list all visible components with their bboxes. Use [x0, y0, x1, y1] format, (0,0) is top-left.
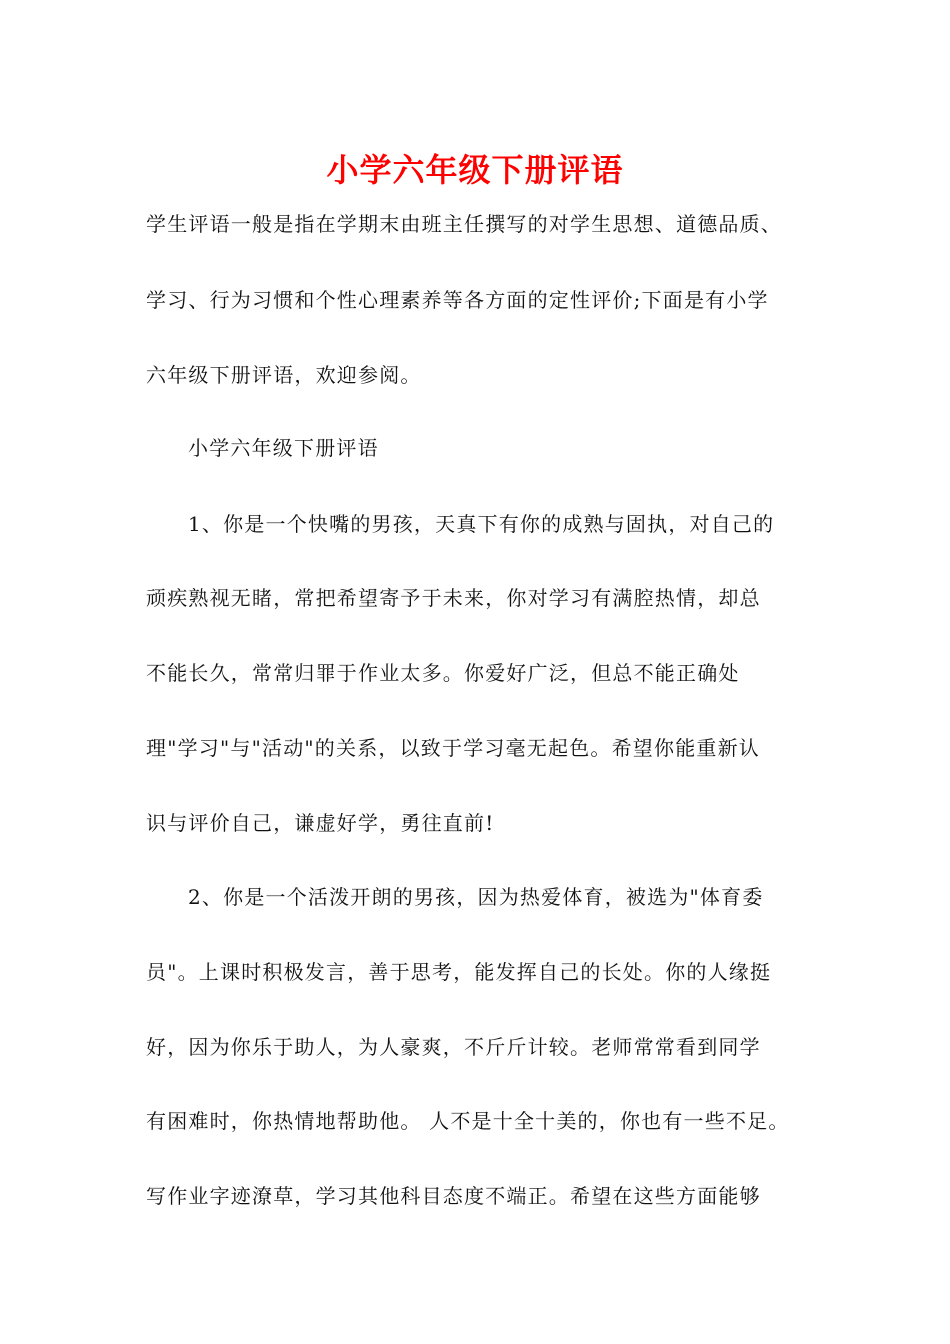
- item2-line-3: 好，因为你乐于助人，为人豪爽，不斤斤计较。老师常常看到同学: [146, 1035, 761, 1059]
- item2-line-1: 2、你是一个活泼开朗的男孩，因为热爱体育，被选为"体育委: [188, 885, 764, 909]
- item1-line-4: 理"学习"与"活动"的关系，以致于学习毫无起色。希望你能重新认: [146, 736, 760, 760]
- intro-line-2: 学习、行为习惯和个性心理素养等各方面的定性评价;下面是有小学: [146, 288, 769, 312]
- item2-line-4: 有困难时，你热情地帮助他。 人不是十全十美的，你也有一些不足。: [146, 1109, 790, 1133]
- section-heading: 小学六年级下册评语: [188, 436, 379, 460]
- intro-line-1: 学生评语一般是指在学期末由班主任撰写的对学生思想、道德品质、: [146, 212, 782, 236]
- item1-line-2: 顽疾熟视无睹，常把希望寄予于未来，你对学习有满腔热情，却总: [146, 586, 761, 610]
- item1-line-5: 识与评价自己，谦虚好学，勇往直前!: [146, 811, 495, 835]
- intro-line-3: 六年级下册评语，欢迎参阅。: [146, 363, 422, 387]
- document-title: 小学六年级下册评语: [326, 151, 624, 189]
- item2-line-2: 员"。上课时积极发言，善于思考，能发挥自己的长处。你的人缘挺: [146, 960, 772, 984]
- item2-line-5: 写作业字迹潦草，学习其他科目态度不端正。希望在这些方面能够: [146, 1184, 761, 1208]
- item1-line-3: 不能长久，常常归罪于作业太多。你爱好广泛，但总不能正确处: [146, 661, 740, 685]
- item1-line-1: 1、你是一个快嘴的男孩，天真下有你的成熟与固执，对自己的: [188, 512, 775, 536]
